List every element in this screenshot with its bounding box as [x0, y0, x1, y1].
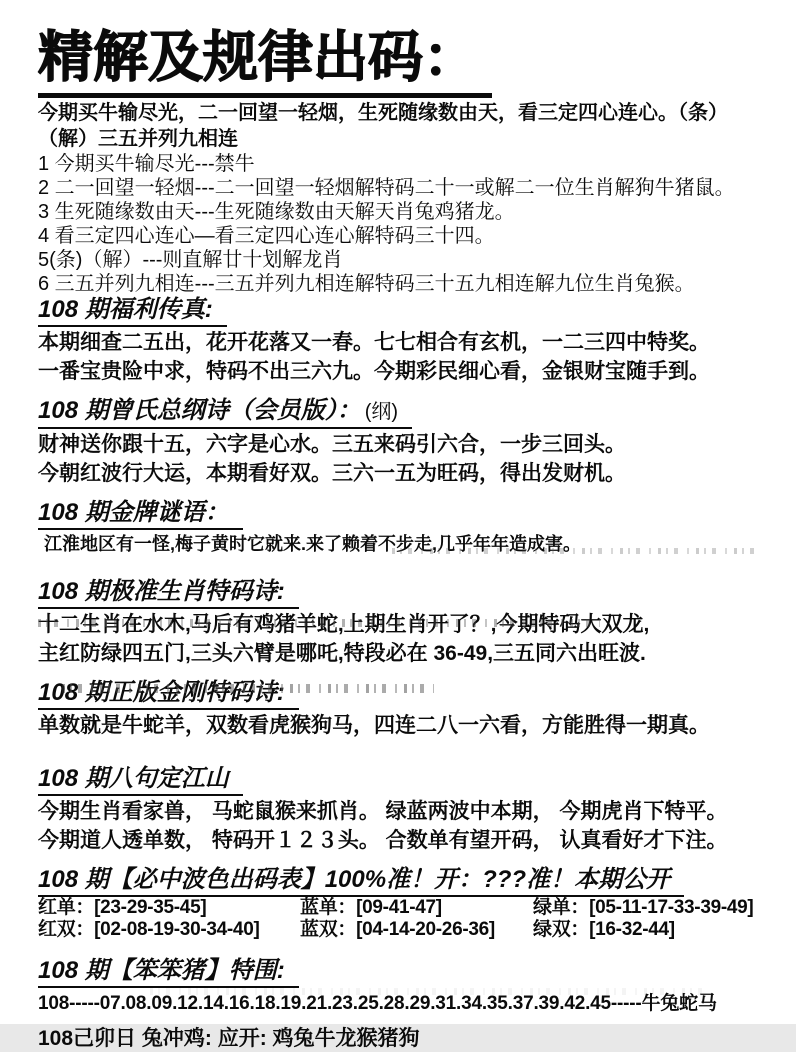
section-benben-zhu: [38, 957, 782, 1016]
bose-blue-shuang: 蓝双：[04-14-20-26-36]: [300, 919, 495, 941]
zhengban-line-1: 单数就是牛蛇羊，双数看虎猴狗马，四连二八一六看，方能胜得一期真。: [38, 714, 710, 738]
intro-line-1: 今期买牛输尽光，二一回望一轻烟，生死随缘数由天，看三定四心连心。（条）: [38, 102, 728, 125]
page-title-text: 精解及规律出码：: [38, 26, 492, 98]
zengshi-line-2: 今朝红波行大运，本期看好双。三六一五为旺码，得出发财机。: [38, 462, 626, 486]
bose-row-dan: [38, 897, 782, 919]
explanation-item-4: 4 看三定四心连心—看三定四心连心解特码三十四。: [38, 225, 495, 248]
section-heading-zengshi: [38, 397, 412, 429]
section-bajiu-dingjiangshan: [38, 765, 782, 854]
fuli-line-2: 一番宝贵险中求，特码不出三六九。今期彩民细心看，金银财宝随手到。: [38, 360, 710, 384]
bose-row-shuang: [38, 919, 782, 941]
section-jinpai-miyu: [38, 499, 782, 556]
benben-number-line: 108-----07.08.09.12.14.16.18.19.21.23.25.28.29.31.34.35.37.39.42.45-----牛兔蛇马: [38, 993, 717, 1015]
explanation-item-2: 2 二一回望一轻烟---二一回望一轻烟解特码二十一或解二一位生肖解狗牛猪鼠。: [38, 177, 735, 200]
section-heading-bose: 108 期【必中波色出码表】100%准！开：???准！本期公开: [38, 866, 684, 897]
section-heading-benben: 108 期【笨笨猪】特围:: [38, 957, 299, 988]
section-heading-fuli: 108 期福利传真:: [38, 296, 227, 327]
bose-green-shuang: 绿双：[16-32-44]: [533, 919, 675, 941]
explanation-list: [38, 152, 782, 296]
jizhun-line-1: 十二生肖在水木,马后有鸡猪羊蛇,上期生肖开了？,今期特码大双龙,: [38, 613, 650, 637]
explanation-item-1: 1 今期买牛输尽光---禁牛: [38, 153, 255, 176]
explanation-item-5: 5(条)（解）---则直解廿十划解龙肖: [38, 249, 343, 272]
page-title: [38, 26, 782, 98]
bajiu-line-2: 今期道人透单数， 特码开１２３头。 合数单有望开码， 认真看好才下注。: [38, 829, 728, 853]
intro-line-2: （解）三五并列九相连: [38, 128, 238, 151]
bose-red-dan: 红单：[23-29-35-45]: [38, 897, 207, 919]
section-zhengban-jingang: [38, 679, 782, 739]
section-bose-chuma-table: [38, 866, 782, 941]
section-heading-jizhun: 108 期极准生肖特码诗:: [38, 578, 299, 609]
jinpai-riddle-text: 江淮地区有一怪,梅子黄时它就来.来了赖着不步走,几乎年年造成害。: [44, 534, 581, 555]
section-fuli-chuanzhen: [38, 296, 782, 385]
bose-blue-dan: 蓝单：[09-41-47]: [300, 897, 442, 919]
zengshi-heading-text: 108 期曾氏总纲诗（会员版）：: [38, 397, 361, 425]
section-heading-zhengban: 108 期正版金刚特码诗:: [38, 679, 299, 710]
section-jizhun-shengxiao: [38, 578, 782, 667]
bose-green-dan: 绿单：[05-11-17-33-39-49]: [533, 897, 754, 919]
zengshi-line-1: 财神送你跟十五，六字是心水。三五来码引六合，一步三回头。: [38, 433, 626, 457]
bose-red-shuang: 红双：[02-08-19-30-34-40]: [38, 919, 260, 941]
jizhun-line-2: 主红防绿四五门,三头六臂是哪吒,特段必在 36-49,三五同六出旺波.: [38, 642, 646, 666]
section-heading-bajiu: 108 期八句定江山: [38, 765, 243, 796]
zengshi-heading-suffix: (纲): [364, 401, 399, 424]
bajiu-line-1: 今期生肖看家兽， 马蛇鼠猴来抓肖。 绿蓝两波中本期， 今期虎肖下特平。: [38, 800, 728, 824]
fuli-line-1: 本期细查二五出，花开花落又一春。七七相合有玄机，一二三四中特奖。: [38, 331, 710, 355]
footer-zodiac-line: 108己卯日 兔冲鸡: 应开: 鸡兔牛龙猴猪狗: [38, 1027, 420, 1051]
explanation-item-6: 6 三五并列九相连---三五并列九相连解特码三十五九相连解九位生肖兔猴。: [38, 273, 695, 296]
section-zengshi-zonggang: [38, 397, 782, 487]
explanation-item-3: 3 生死随缘数由天---生死随缘数由天解天肖兔鸡猪龙。: [38, 201, 515, 224]
section-heading-jinpai: 108 期金牌谜语：: [38, 499, 243, 530]
